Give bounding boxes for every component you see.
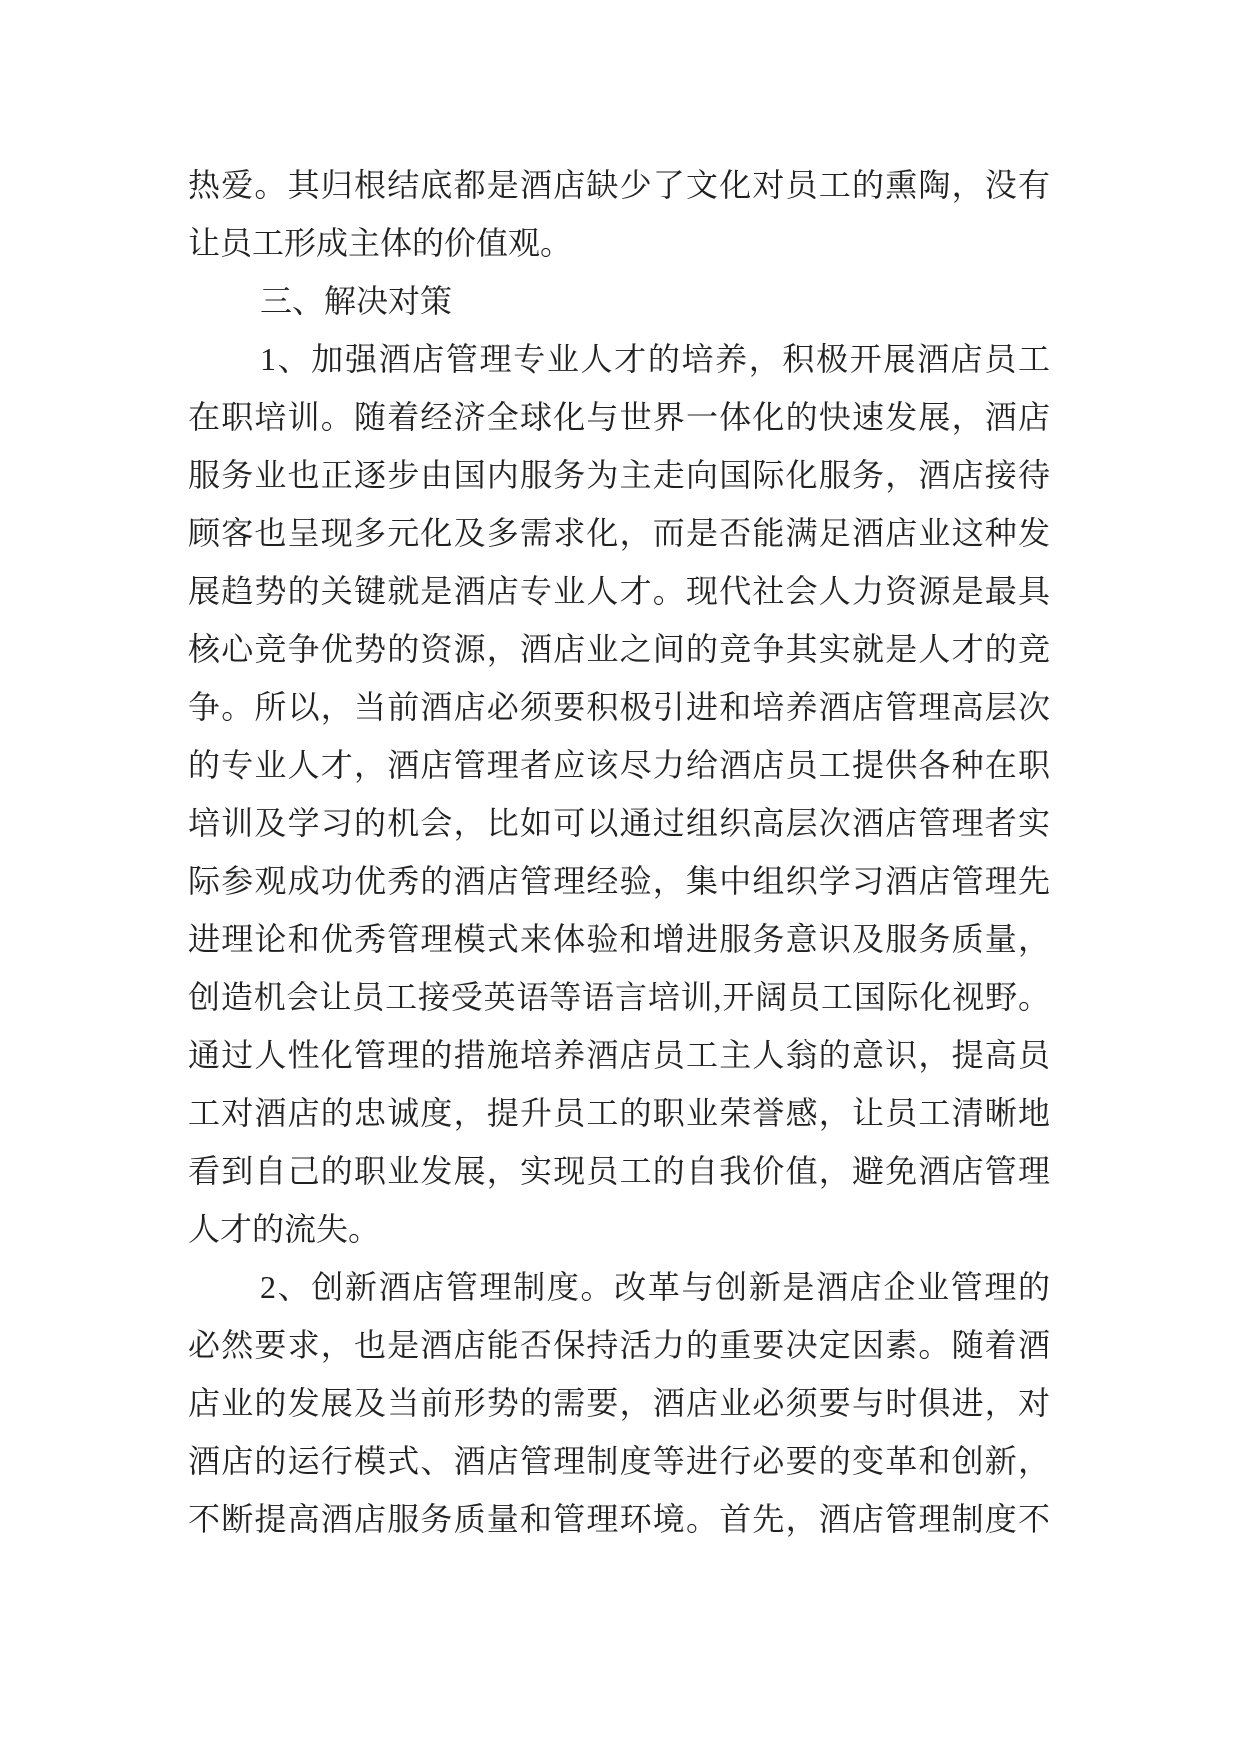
text-line: 服务业也正逐步由国内服务为主走向国际化服务，酒店接待: [188, 457, 1050, 493]
text-line: 核心竞争优势的资源，酒店业之间的竞争其实就是人才的竞: [188, 631, 1050, 667]
text-line: 店业的发展及当前形势的需要，酒店业必须要与时俱进，对: [188, 1385, 1050, 1421]
text-line: 人才的流失。: [188, 1211, 381, 1247]
paragraph-continuation: [188, 156, 1050, 272]
text-line: 的专业人才，酒店管理者应该尽力给酒店员工提供各种在职: [188, 747, 1050, 783]
text-line: 必然要求，也是酒店能否保持活力的重要决定因素。随着酒: [188, 1327, 1050, 1363]
text-block: [188, 156, 1050, 1548]
text-line: 1、加强酒店管理专业人才的培养，积极开展酒店员工: [260, 341, 1050, 377]
text-line: 不断提高酒店服务质量和管理环境。首先，酒店管理制度不: [188, 1501, 1050, 1537]
paragraph-point-2: [188, 1258, 1050, 1548]
text-line: 展趋势的关键就是酒店专业人才。现代社会人力资源是最具: [188, 573, 1050, 609]
heading-line: 三、解决对策: [260, 283, 453, 319]
text-line: 进理论和优秀管理模式来体验和增进服务意识及服务质量，: [188, 921, 1050, 957]
text-line: 热爱。其归根结底都是酒店缺少了文化对员工的熏陶，没有: [188, 167, 1050, 203]
text-line: 2、创新酒店管理制度。改革与创新是酒店企业管理的: [260, 1269, 1050, 1305]
text-line: 争。所以，当前酒店必须要积极引进和培养酒店管理高层次: [188, 689, 1050, 725]
text-line: 在职培训。随着经济全球化与世界一体化的快速发展，酒店: [188, 399, 1050, 435]
text-line: 让员工形成主体的价值观。: [188, 225, 573, 261]
text-line: 看到自己的职业发展，实现员工的自我价值，避免酒店管理: [188, 1153, 1050, 1189]
paragraph-point-1: [188, 330, 1050, 1258]
section-heading: [188, 272, 1050, 330]
text-line: 酒店的运行模式、酒店管理制度等进行必要的变革和创新，: [188, 1443, 1050, 1479]
text-line: 际参观成功优秀的酒店管理经验，集中组织学习酒店管理先: [188, 863, 1050, 899]
text-line: 通过人性化管理的措施培养酒店员工主人翁的意识，提高员: [188, 1037, 1050, 1073]
text-line: 创造机会让员工接受英语等语言培训,开阔员工国际化视野。: [188, 979, 1050, 1015]
text-line: 顾客也呈现多元化及多需求化，而是否能满足酒店业这种发: [188, 515, 1050, 551]
text-line: 工对酒店的忠诚度，提升员工的职业荣誉感，让员工清晰地: [188, 1095, 1050, 1131]
text-line: 培训及学习的机会，比如可以通过组织高层次酒店管理者实: [188, 805, 1050, 841]
